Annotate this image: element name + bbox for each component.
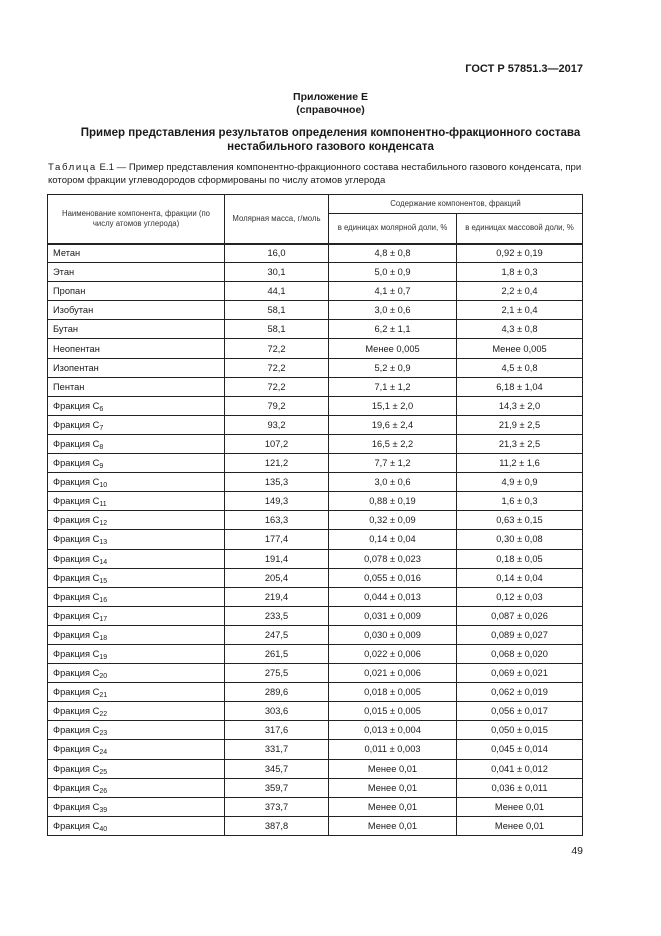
molar-fraction-cell: 16,5 ± 2,2 [329,434,457,453]
component-name: Фракция С [53,763,100,774]
table-row [48,644,583,663]
mass-fraction-cell: Менее 0,01 [457,816,583,835]
molar-mass-cell: 72,2 [225,358,329,377]
molar-mass-cell: 58,1 [225,301,329,320]
header-mass-fraction: в единицах массовой доли, % [457,214,583,244]
molar-fraction-cell: 5,0 ± 0,9 [329,263,457,282]
carbon-number-subscript: 22 [99,711,108,719]
component-name-cell [48,434,225,453]
molar-mass-cell: 387,8 [225,816,329,835]
molar-mass-cell: 72,2 [225,377,329,396]
mass-fraction-cell: Менее 0,005 [457,339,583,358]
component-name: Фракция С [53,629,100,640]
carbon-number-subscript: 10 [99,482,108,490]
molar-fraction-cell: 15,1 ± 2,0 [329,396,457,415]
mass-fraction-cell: 0,056 ± 0,017 [457,702,583,721]
table-row [48,683,583,702]
carbon-number-subscript: 19 [99,654,108,662]
component-name-cell [48,721,225,740]
component-name-cell [48,702,225,721]
molar-fraction-cell: 3,0 ± 0,6 [329,301,457,320]
component-name: Пентан [53,381,85,392]
molar-mass-cell: 219,4 [225,587,329,606]
molar-fraction-cell: 0,013 ± 0,004 [329,721,457,740]
mass-fraction-cell: 0,036 ± 0,011 [457,778,583,797]
molar-mass-cell: 233,5 [225,606,329,625]
carbon-number-subscript: 9 [99,463,104,471]
carbon-number-subscript: 7 [99,424,104,432]
mass-fraction-cell: 4,3 ± 0,8 [457,320,583,339]
component-name-cell [48,778,225,797]
component-name: Неопентан [53,343,100,354]
mass-fraction-cell: 0,18 ± 0,05 [457,549,583,568]
molar-mass-cell: 163,3 [225,511,329,530]
table-caption-number: Е.1 [99,162,114,173]
mass-fraction-cell: Менее 0,01 [457,797,583,816]
molar-fraction-cell: 4,8 ± 0,8 [329,244,457,263]
component-name-cell [48,587,225,606]
mass-fraction-cell: 0,068 ± 0,020 [457,644,583,663]
header-content: Содержание компонентов, фракций [329,195,583,214]
table-row [48,702,583,721]
molar-fraction-cell: 0,018 ± 0,005 [329,683,457,702]
component-name-cell [48,549,225,568]
component-name-cell [48,644,225,663]
header-molar-fraction: в единицах молярной доли, % [329,214,457,244]
table-row [48,778,583,797]
carbon-number-subscript: 15 [99,577,108,585]
mass-fraction-cell: 0,14 ± 0,04 [457,568,583,587]
mass-fraction-cell: 0,069 ± 0,021 [457,664,583,683]
component-name: Фракция С [53,820,100,831]
molar-fraction-cell: 19,6 ± 2,4 [329,415,457,434]
component-name-cell [48,396,225,415]
molar-mass-cell: 331,7 [225,740,329,759]
component-name-cell [48,511,225,530]
component-name: Фракция С [53,572,100,583]
molar-mass-cell: 149,3 [225,492,329,511]
molar-fraction-cell: 0,14 ± 0,04 [329,530,457,549]
header-name: Наименование компонента, фракции (по числу атомов углерода) [48,195,225,244]
component-name-cell [48,664,225,683]
component-name-cell [48,263,225,282]
table-row [48,721,583,740]
molar-fraction-cell: 0,32 ± 0,09 [329,511,457,530]
molar-mass-cell: 261,5 [225,644,329,663]
molar-fraction-cell: 0,044 ± 0,013 [329,587,457,606]
component-name: Фракция С [53,668,100,679]
component-name: Фракция С [53,782,100,793]
component-name-cell [48,759,225,778]
mass-fraction-cell: 0,087 ± 0,026 [457,606,583,625]
table-row [48,816,583,835]
mass-fraction-cell: 0,30 ± 0,08 [457,530,583,549]
annex-heading [0,91,661,117]
component-name-cell [48,740,225,759]
molar-mass-cell: 373,7 [225,797,329,816]
composition-table [47,194,583,836]
table-row [48,320,583,339]
molar-mass-cell: 58,1 [225,320,329,339]
carbon-number-subscript: 14 [99,558,108,566]
mass-fraction-cell: 2,1 ± 0,4 [457,301,583,320]
molar-fraction-cell: 0,030 ± 0,009 [329,625,457,644]
component-name-cell [48,301,225,320]
table-row [48,530,583,549]
molar-fraction-cell: Менее 0,01 [329,816,457,835]
annex-title: Приложение Е [293,91,368,103]
component-name-cell [48,244,225,263]
molar-mass-cell: 345,7 [225,759,329,778]
molar-mass-cell: 191,4 [225,549,329,568]
molar-fraction-cell: 0,021 ± 0,006 [329,664,457,683]
table-row [48,377,583,396]
table-row [48,568,583,587]
carbon-number-subscript: 8 [99,443,104,451]
carbon-number-subscript: 13 [99,539,108,547]
molar-fraction-cell: 6,2 ± 1,1 [329,320,457,339]
component-name: Фракция С [53,515,100,526]
carbon-number-subscript: 12 [99,520,108,528]
molar-mass-cell: 93,2 [225,415,329,434]
mass-fraction-cell: 4,9 ± 0,9 [457,473,583,492]
molar-fraction-cell: Менее 0,005 [329,339,457,358]
mass-fraction-cell: 0,63 ± 0,15 [457,511,583,530]
molar-mass-cell: 107,2 [225,434,329,453]
annex-subtitle: (справочное) [296,104,365,116]
molar-mass-cell: 247,5 [225,625,329,644]
table-caption-label: Таблица [48,162,97,173]
section-title: Пример представления результатов определения компонентно-фракционного состава нестабильного газового конденсата [80,127,581,153]
carbon-number-subscript: 18 [99,634,108,642]
table-row [48,339,583,358]
table-row [48,415,583,434]
table-row [48,664,583,683]
component-name-cell [48,530,225,549]
molar-mass-cell: 44,1 [225,282,329,301]
component-name: Метан [53,248,81,259]
table-row [48,434,583,453]
table-row [48,606,583,625]
molar-mass-cell: 359,7 [225,778,329,797]
mass-fraction-cell: 0,041 ± 0,012 [457,759,583,778]
component-name-cell [48,282,225,301]
molar-fraction-cell: 0,015 ± 0,005 [329,702,457,721]
table-row [48,625,583,644]
component-name: Фракция С [53,687,100,698]
mass-fraction-cell: 0,045 ± 0,014 [457,740,583,759]
molar-fraction-cell: 4,1 ± 0,7 [329,282,457,301]
component-name: Фракция С [53,725,100,736]
table-row [48,263,583,282]
page-number: 49 [571,845,583,857]
mass-fraction-cell: 21,9 ± 2,5 [457,415,583,434]
molar-fraction-cell: 5,2 ± 0,9 [329,358,457,377]
component-name: Фракция С [53,553,100,564]
table-row [48,492,583,511]
table-row [48,740,583,759]
component-name-cell [48,454,225,473]
molar-mass-cell: 135,3 [225,473,329,492]
mass-fraction-cell: 21,3 ± 2,5 [457,434,583,453]
molar-fraction-cell: 0,011 ± 0,003 [329,740,457,759]
component-name-cell [48,320,225,339]
component-name-cell [48,816,225,835]
molar-fraction-cell: Менее 0,01 [329,759,457,778]
component-name-cell [48,625,225,644]
molar-mass-cell: 289,6 [225,683,329,702]
molar-fraction-cell: 0,88 ± 0,19 [329,492,457,511]
component-name: Фракция С [53,419,100,430]
component-name-cell [48,492,225,511]
component-name: Фракция С [53,477,100,488]
component-name: Фракция С [53,801,100,812]
header-molar-mass: Молярная масса, г/моль [225,195,329,244]
carbon-number-subscript: 11 [99,501,107,509]
component-name-cell [48,568,225,587]
molar-fraction-cell: 0,055 ± 0,016 [329,568,457,587]
table-caption [48,162,608,187]
molar-fraction-cell: 7,1 ± 1,2 [329,377,457,396]
component-name: Фракция С [53,610,100,621]
table-row [48,244,583,263]
mass-fraction-cell: 0,050 ± 0,015 [457,721,583,740]
component-name: Бутан [53,324,79,335]
carbon-number-subscript: 17 [99,615,108,623]
molar-fraction-cell: Менее 0,01 [329,797,457,816]
table-row [48,511,583,530]
component-name: Фракция С [53,438,100,449]
molar-mass-cell: 177,4 [225,530,329,549]
table-row [48,454,583,473]
carbon-number-subscript: 40 [99,825,108,833]
mass-fraction-cell: 1,6 ± 0,3 [457,492,583,511]
component-name: Фракция С [53,706,100,717]
component-name: Фракция С [53,591,100,602]
molar-fraction-cell: Менее 0,01 [329,778,457,797]
carbon-number-subscript: 23 [99,730,108,738]
table-row [48,759,583,778]
mass-fraction-cell: 0,062 ± 0,019 [457,683,583,702]
carbon-number-subscript: 21 [99,692,108,700]
table-row [48,549,583,568]
component-name: Фракция С [53,534,100,545]
component-name-cell [48,339,225,358]
component-name: Фракция С [53,649,100,660]
component-name: Фракция С [53,496,100,507]
mass-fraction-cell: 1,8 ± 0,3 [457,263,583,282]
mass-fraction-cell: 2,2 ± 0,4 [457,282,583,301]
molar-mass-cell: 72,2 [225,339,329,358]
mass-fraction-cell: 0,12 ± 0,03 [457,587,583,606]
component-name-cell [48,683,225,702]
molar-mass-cell: 79,2 [225,396,329,415]
molar-fraction-cell: 0,031 ± 0,009 [329,606,457,625]
molar-mass-cell: 205,4 [225,568,329,587]
component-name: Фракция С [53,400,100,411]
component-name-cell [48,415,225,434]
component-name-cell [48,358,225,377]
component-name: Фракция С [53,744,100,755]
molar-mass-cell: 30,1 [225,263,329,282]
component-name: Изопентан [53,362,99,373]
mass-fraction-cell: 0,089 ± 0,027 [457,625,583,644]
component-name-cell [48,473,225,492]
table-caption-text: — Пример представления компонентно-фракционного состава нестабильного газового конденсата, при котором фракции углеводородов сформированы по числу атомов углерода [48,162,582,186]
carbon-number-subscript: 39 [99,806,108,814]
standard-designation: ГОСТ Р 57851.3—2017 [465,63,583,75]
carbon-number-subscript: 20 [99,673,108,681]
table-row [48,282,583,301]
molar-fraction-cell: 0,022 ± 0,006 [329,644,457,663]
table-row [48,587,583,606]
carbon-number-subscript: 25 [99,768,108,776]
component-name: Изобутан [53,305,94,316]
mass-fraction-cell: 14,3 ± 2,0 [457,396,583,415]
mass-fraction-cell: 11,2 ± 1,6 [457,454,583,473]
mass-fraction-cell: 6,18 ± 1,04 [457,377,583,396]
component-name: Фракция С [53,458,100,469]
molar-fraction-cell: 3,0 ± 0,6 [329,473,457,492]
component-name-cell [48,377,225,396]
table-row [48,473,583,492]
carbon-number-subscript: 16 [99,596,108,604]
molar-mass-cell: 121,2 [225,454,329,473]
table-row [48,358,583,377]
table-row [48,396,583,415]
component-name-cell [48,606,225,625]
molar-mass-cell: 317,6 [225,721,329,740]
mass-fraction-cell: 0,92 ± 0,19 [457,244,583,263]
molar-mass-cell: 275,5 [225,664,329,683]
molar-mass-cell: 16,0 [225,244,329,263]
carbon-number-subscript: 6 [99,405,104,413]
component-name: Этан [53,267,75,278]
molar-fraction-cell: 0,078 ± 0,023 [329,549,457,568]
component-name-cell [48,797,225,816]
component-name: Пропан [53,286,86,297]
molar-mass-cell: 303,6 [225,702,329,721]
carbon-number-subscript: 24 [99,749,108,757]
molar-fraction-cell: 7,7 ± 1,2 [329,454,457,473]
table-row [48,301,583,320]
table-row [48,797,583,816]
carbon-number-subscript: 26 [99,787,108,795]
mass-fraction-cell: 4,5 ± 0,8 [457,358,583,377]
